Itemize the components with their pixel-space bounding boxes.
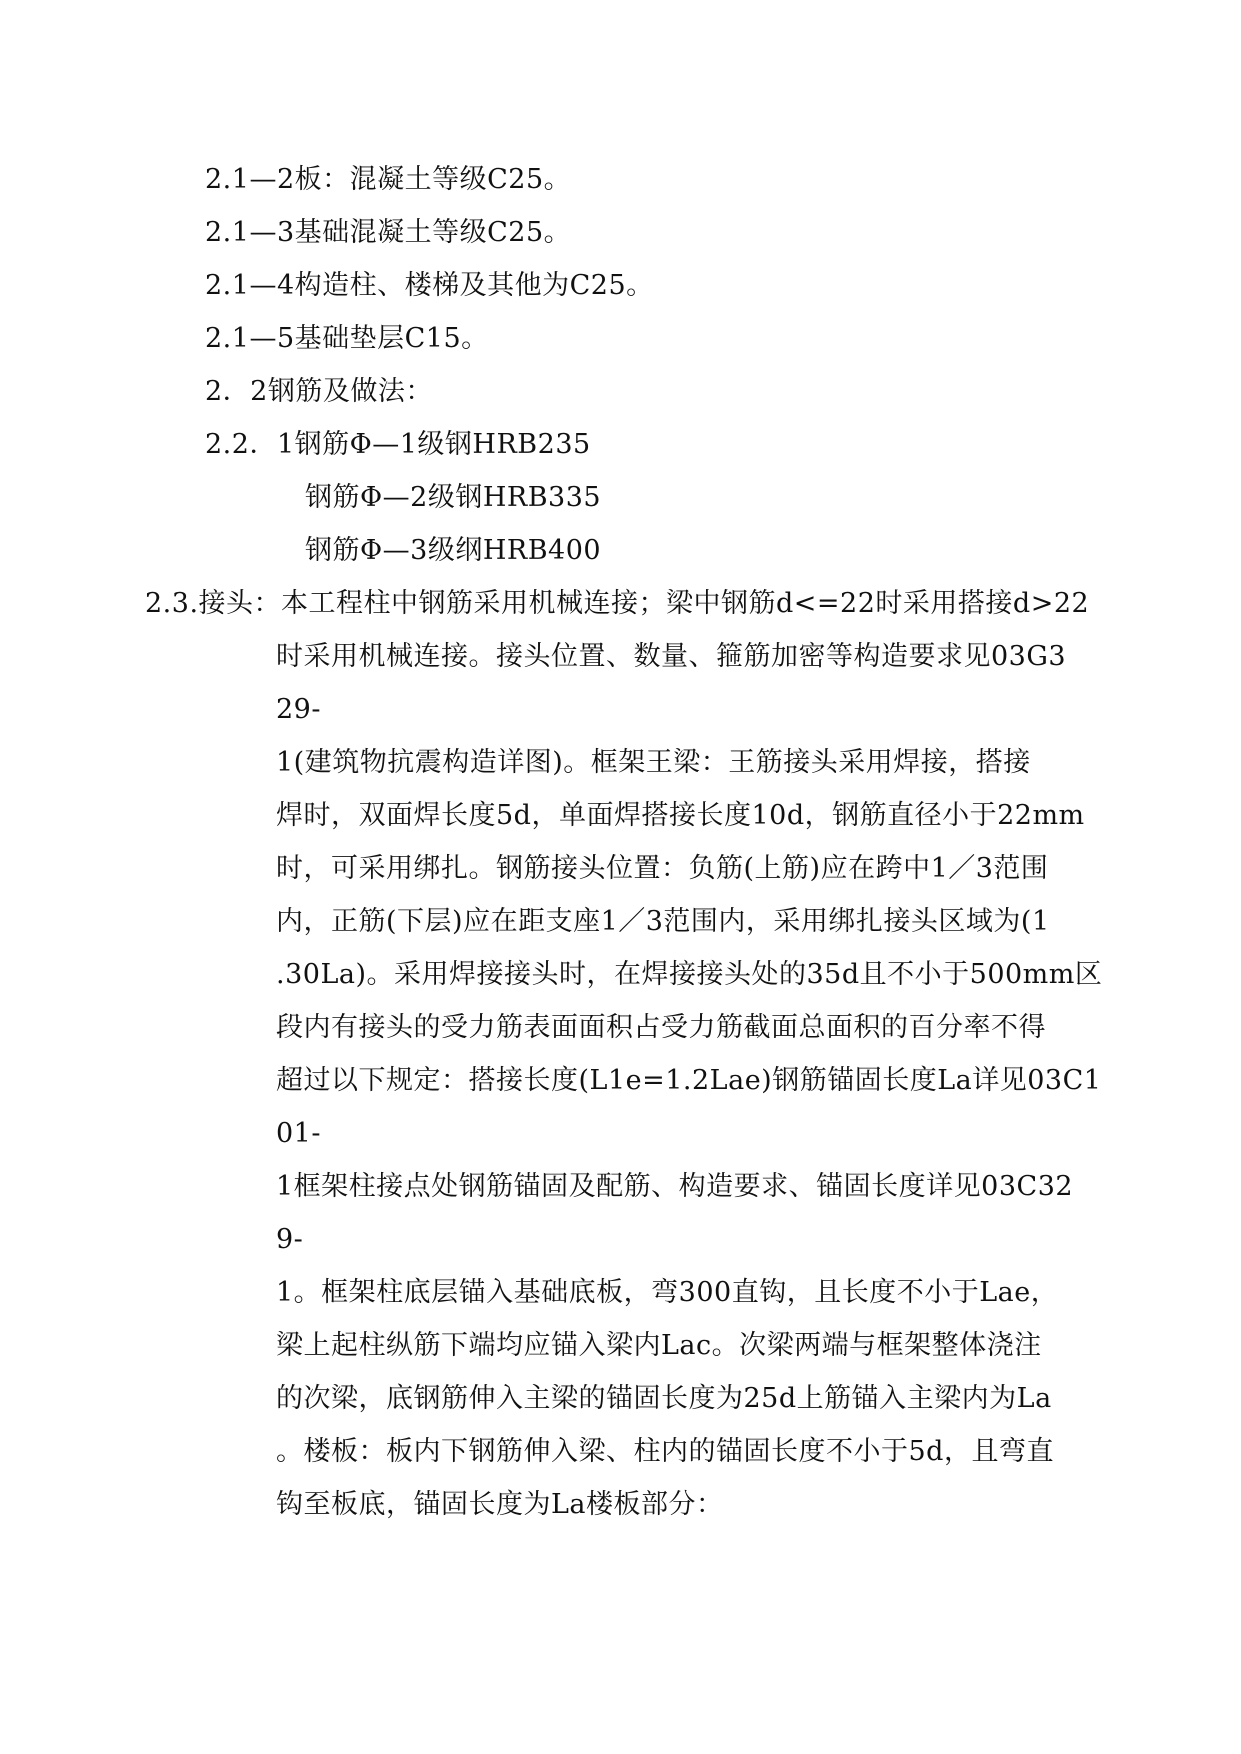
- text-line-1: 2.1—2板：混凝土等级C25。: [205, 164, 572, 195]
- text-line-14: 时，可采用绑扎。钢筋接头位置：负筋(上筋)应在跨中1／3范围: [276, 853, 1049, 884]
- text-line-23: 梁上起柱纵筋下端均应锚入梁内Lac。次梁两端与框架整体浇注: [276, 1330, 1042, 1361]
- text-line-26: 钩至板底，锚固长度为La楼板部分：: [276, 1489, 724, 1520]
- text-line-6: 2.2．1钢筋Φ—1级钢HRB235: [205, 429, 591, 460]
- text-line-2: 2.1—3基础混凝土等级C25。: [205, 217, 572, 248]
- text-line-17: 段内有接头的受力筋表面面积占受力筋截面总面积的百分率不得: [276, 1012, 1046, 1043]
- text-line-3: 2.1—4构造柱、楼梯及其他为C25。: [205, 270, 654, 301]
- text-line-18: 超过以下规定：搭接长度(L1e=1.2Lae)钢筋锚固长度La详见03C1: [276, 1065, 1102, 1096]
- text-line-24: 的次梁，底钢筋伸入主梁的锚固长度为25d上筋锚入主梁内为La: [276, 1383, 1052, 1414]
- text-line-13: 焊时，双面焊长度5d，单面焊搭接长度10d，钢筋直径小于22mm: [276, 800, 1085, 831]
- text-line-19: 01-: [276, 1118, 321, 1149]
- text-line-5: 2．2钢筋及做法：: [205, 376, 433, 407]
- text-line-12: 1(建筑物抗震构造详图)。框架王梁：王筋接头采用焊接，搭接: [276, 747, 1031, 778]
- text-line-20: 1框架柱接点处钢筋锚固及配筋、构造要求、锚固长度详见03C32: [276, 1171, 1074, 1202]
- text-line-16: .30La)。采用焊接接头时，在焊接接头处的35d且不小于500mm区: [276, 959, 1103, 990]
- text-line-22: 1。框架柱底层锚入基础底板，弯300直钩，且长度不小于Lae，: [276, 1277, 1059, 1308]
- text-line-9: 2.3.接头：本工程柱中钢筋采用机械连接；梁中钢筋d<=22时采用搭接d>22: [145, 588, 1090, 619]
- text-line-7: 钢筋Φ—2级钢HRB335: [305, 482, 602, 513]
- text-line-10: 时采用机械连接。接头位置、数量、箍筋加密等构造要求见03G3: [276, 641, 1067, 672]
- text-line-4: 2.1—5基础垫层C15。: [205, 323, 489, 354]
- text-line-25: 。楼板：板内下钢筋伸入梁、柱内的锚固长度不小于5d，且弯直: [276, 1436, 1054, 1467]
- text-line-11: 29-: [276, 694, 321, 725]
- text-line-15: 内，正筋(下层)应在距支座1／3范围内，采用绑扎接头区域为(1: [276, 906, 1050, 937]
- text-line-8: 钢筋Φ—3级纲HRB400: [305, 535, 602, 566]
- text-line-21: 9-: [276, 1224, 304, 1255]
